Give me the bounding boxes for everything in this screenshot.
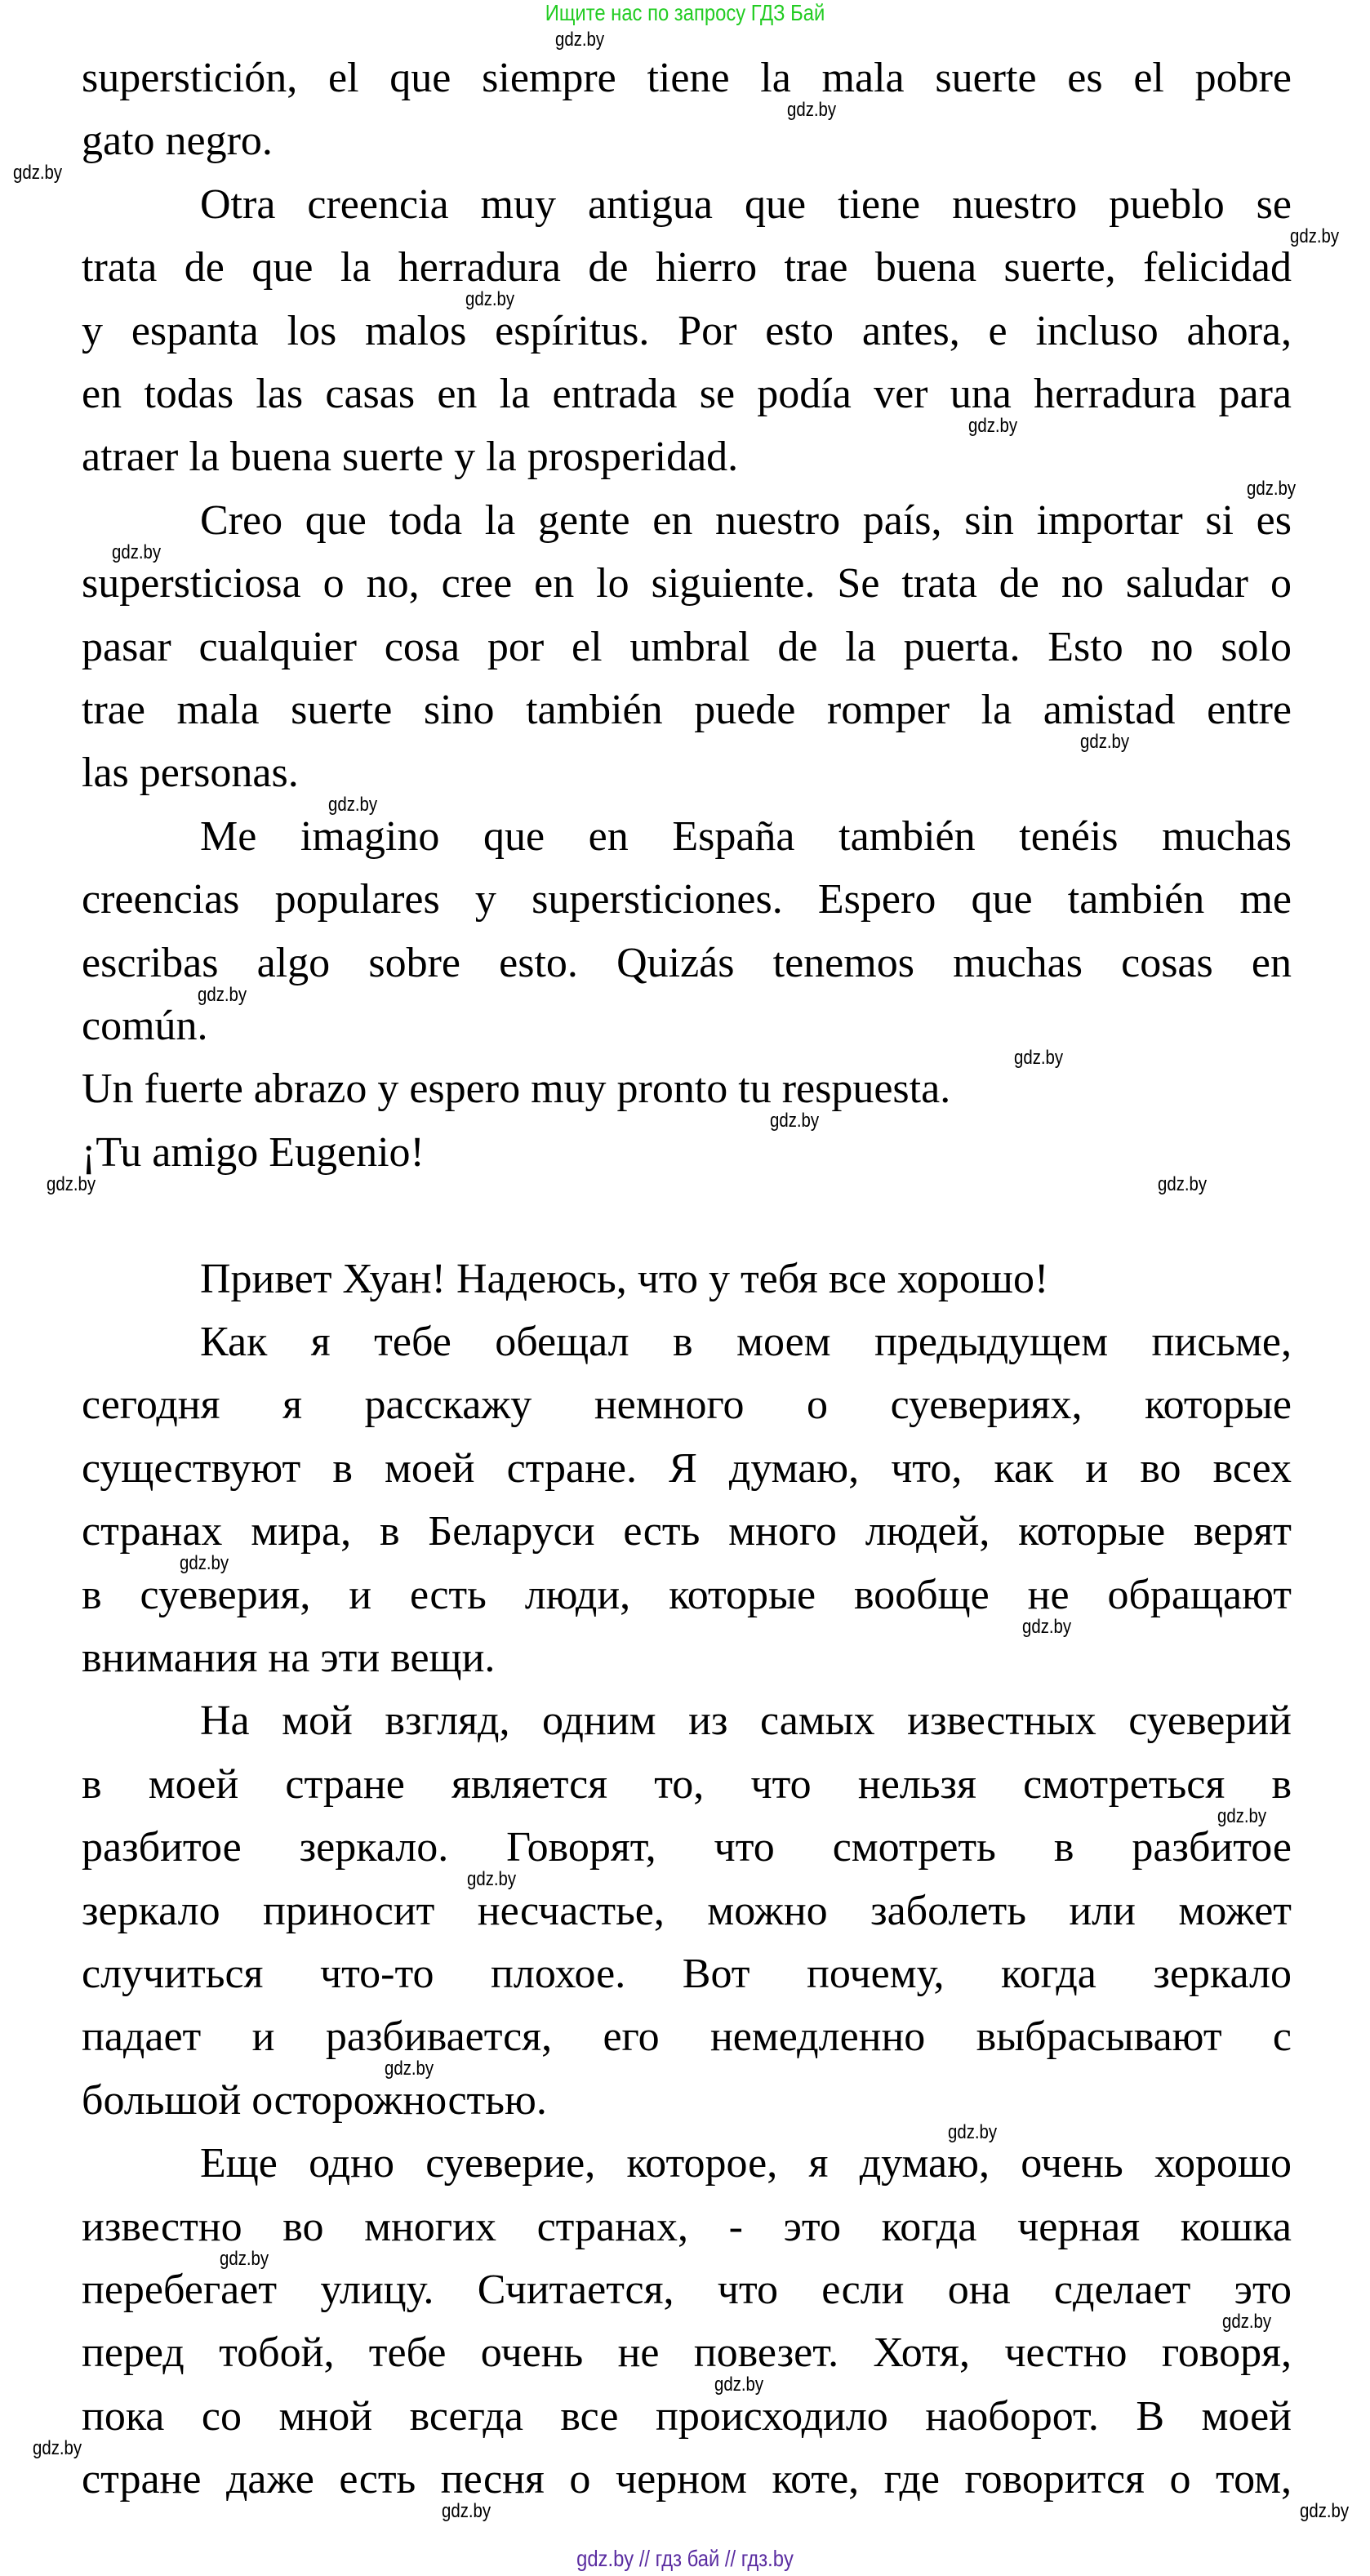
gdz-watermark: gdz.by xyxy=(770,1110,820,1132)
text-line: внимания на эти вещи. xyxy=(82,1635,496,1681)
text-line: перебегает улицу. Считается, что если она сделает это xyxy=(82,2267,1292,2313)
footer-watermark: gdz.by // гдз бай // гдз.by xyxy=(576,2546,794,2571)
text-line: случиться что-то плохое. Вот почему, когда зеркало xyxy=(82,1951,1292,1997)
text-line: pasar cualquier cosa por el umbral de la puerta. Esto no solo xyxy=(82,623,1292,670)
text-line: en todas las casas en la entrada se podía ver una herradura para xyxy=(82,371,1292,417)
text-line: Me imagino que en España también tenéis muchas xyxy=(200,812,1292,860)
text-line: Привет Хуан! Надеюсь, что у тебя все хорошо! xyxy=(200,1255,1049,1302)
gdz-watermark: gdz.by xyxy=(33,2436,82,2459)
text-line: перед тобой, тебе очень не повезет. Хотя, честно говоря, xyxy=(82,2329,1292,2377)
text-line: пока со мной всегда все происходило наоборот. В моей xyxy=(82,2392,1292,2440)
text-line: supersticiosa o no, cree en lo siguiente. Se trata de no saludar o xyxy=(82,560,1292,607)
text-line: atraer la buena suerte y la prosperidad. xyxy=(82,434,739,481)
text-line: На мой взгляд, одним из самых известных суеверий xyxy=(200,1697,1292,1745)
text-line: зеркало приносит несчастье, можно заболеть или может xyxy=(82,1887,1292,1934)
text-line: trata de que la herradura de hierro trae buena suerte, felicidad xyxy=(82,244,1292,291)
text-line: Еще одно суеверие, которое, я думаю, очень хорошо xyxy=(200,2140,1292,2187)
gdz-watermark: gdz.by xyxy=(787,99,837,121)
gdz-watermark: gdz.by xyxy=(328,794,378,816)
text-line: известно во многих странах, - это когда черная кошка xyxy=(82,2203,1292,2250)
gdz-watermark: gdz.by xyxy=(714,2374,764,2396)
text-line: странах мира, в Беларуси есть много людей, которые верят xyxy=(82,1508,1292,1555)
gdz-watermark: gdz.by xyxy=(180,1552,229,1575)
text-line: большой осторожностью. xyxy=(82,2076,547,2124)
gdz-watermark: gdz.by xyxy=(1217,1804,1267,1827)
text-line: в моей стране является то, что нельзя смотреться в xyxy=(82,1760,1292,1808)
gdz-watermark: gdz.by xyxy=(555,29,605,51)
text-line: trae mala suerte sino también puede romper la amistad entre xyxy=(82,687,1292,733)
gdz-watermark: gdz.by xyxy=(112,541,162,563)
gdz-watermark: gdz.by xyxy=(1022,1615,1072,1638)
gdz-watermark: gdz.by xyxy=(467,1868,517,1891)
text-line: creencias populares y supersticiones. Espero que también me xyxy=(82,876,1292,923)
text-line: ¡Tu amigo Eugenio! xyxy=(82,1128,425,1176)
gdz-watermark: gdz.by xyxy=(1222,2311,1272,2333)
text-line: común. xyxy=(82,1003,208,1049)
text-line: стране даже есть песня о черном коте, где говорится о том, xyxy=(82,2456,1292,2503)
text-line: падает и разбивается, его немедленно выбрасывают с xyxy=(82,2013,1292,2061)
gdz-watermark: gdz.by xyxy=(1158,1172,1208,1195)
text-line: superstición, el que siempre tiene la mala suerte es el pobre xyxy=(82,55,1292,101)
text-line: y espanta los malos espíritus. Por esto antes, e incluso ahora, xyxy=(82,307,1292,354)
text-line: существуют в моей стране. Я думаю, что, как и во всех xyxy=(82,1444,1292,1492)
gdz-watermark: gdz.by xyxy=(1080,731,1130,753)
gdz-watermark: gdz.by xyxy=(47,1172,96,1195)
text-line: в суеверия, и есть люди, которые вообще не обращают xyxy=(82,1571,1292,1618)
text-line: сегодня я расскажу немного о суевериях, которые xyxy=(82,1381,1292,1429)
gdz-watermark: gdz.by xyxy=(1300,2500,1350,2523)
gdz-watermark: gdz.by xyxy=(220,2247,269,2270)
gdz-watermark: gdz.by xyxy=(1014,1047,1064,1069)
gdz-watermark: gdz.by xyxy=(198,983,247,1006)
gdz-watermark: gdz.by xyxy=(1290,225,1340,247)
text-line: las personas. xyxy=(82,750,299,797)
text-line: Un fuerte abrazo y espero muy pronto tu respuesta. xyxy=(82,1066,951,1113)
search-banner: Ищите нас по запросу ГДЗ Бай xyxy=(545,0,825,25)
text-line: gato negro. xyxy=(82,118,273,165)
gdz-watermark: gdz.by xyxy=(442,2500,492,2523)
gdz-watermark: gdz.by xyxy=(948,2120,998,2143)
gdz-watermark: gdz.by xyxy=(13,162,63,185)
gdz-watermark: gdz.by xyxy=(465,288,515,311)
text-line: Otra creencia muy antigua que tiene nuestro pueblo se xyxy=(200,180,1292,228)
text-line: escribas algo sobre esto. Quizás tenemos muchas cosas en xyxy=(82,939,1292,986)
text-line: Creo que toda la gente en nuestro país, sin importar si es xyxy=(200,496,1292,544)
gdz-watermark: gdz.by xyxy=(968,415,1018,437)
gdz-watermark: gdz.by xyxy=(1247,478,1297,501)
text-line: разбитое зеркало. Говорят, что смотреть в разбитое xyxy=(82,1824,1292,1871)
gdz-watermark: gdz.by xyxy=(385,2058,434,2080)
text-line: Как я тебе обещал в моем предыдущем письме, xyxy=(200,1319,1292,1365)
